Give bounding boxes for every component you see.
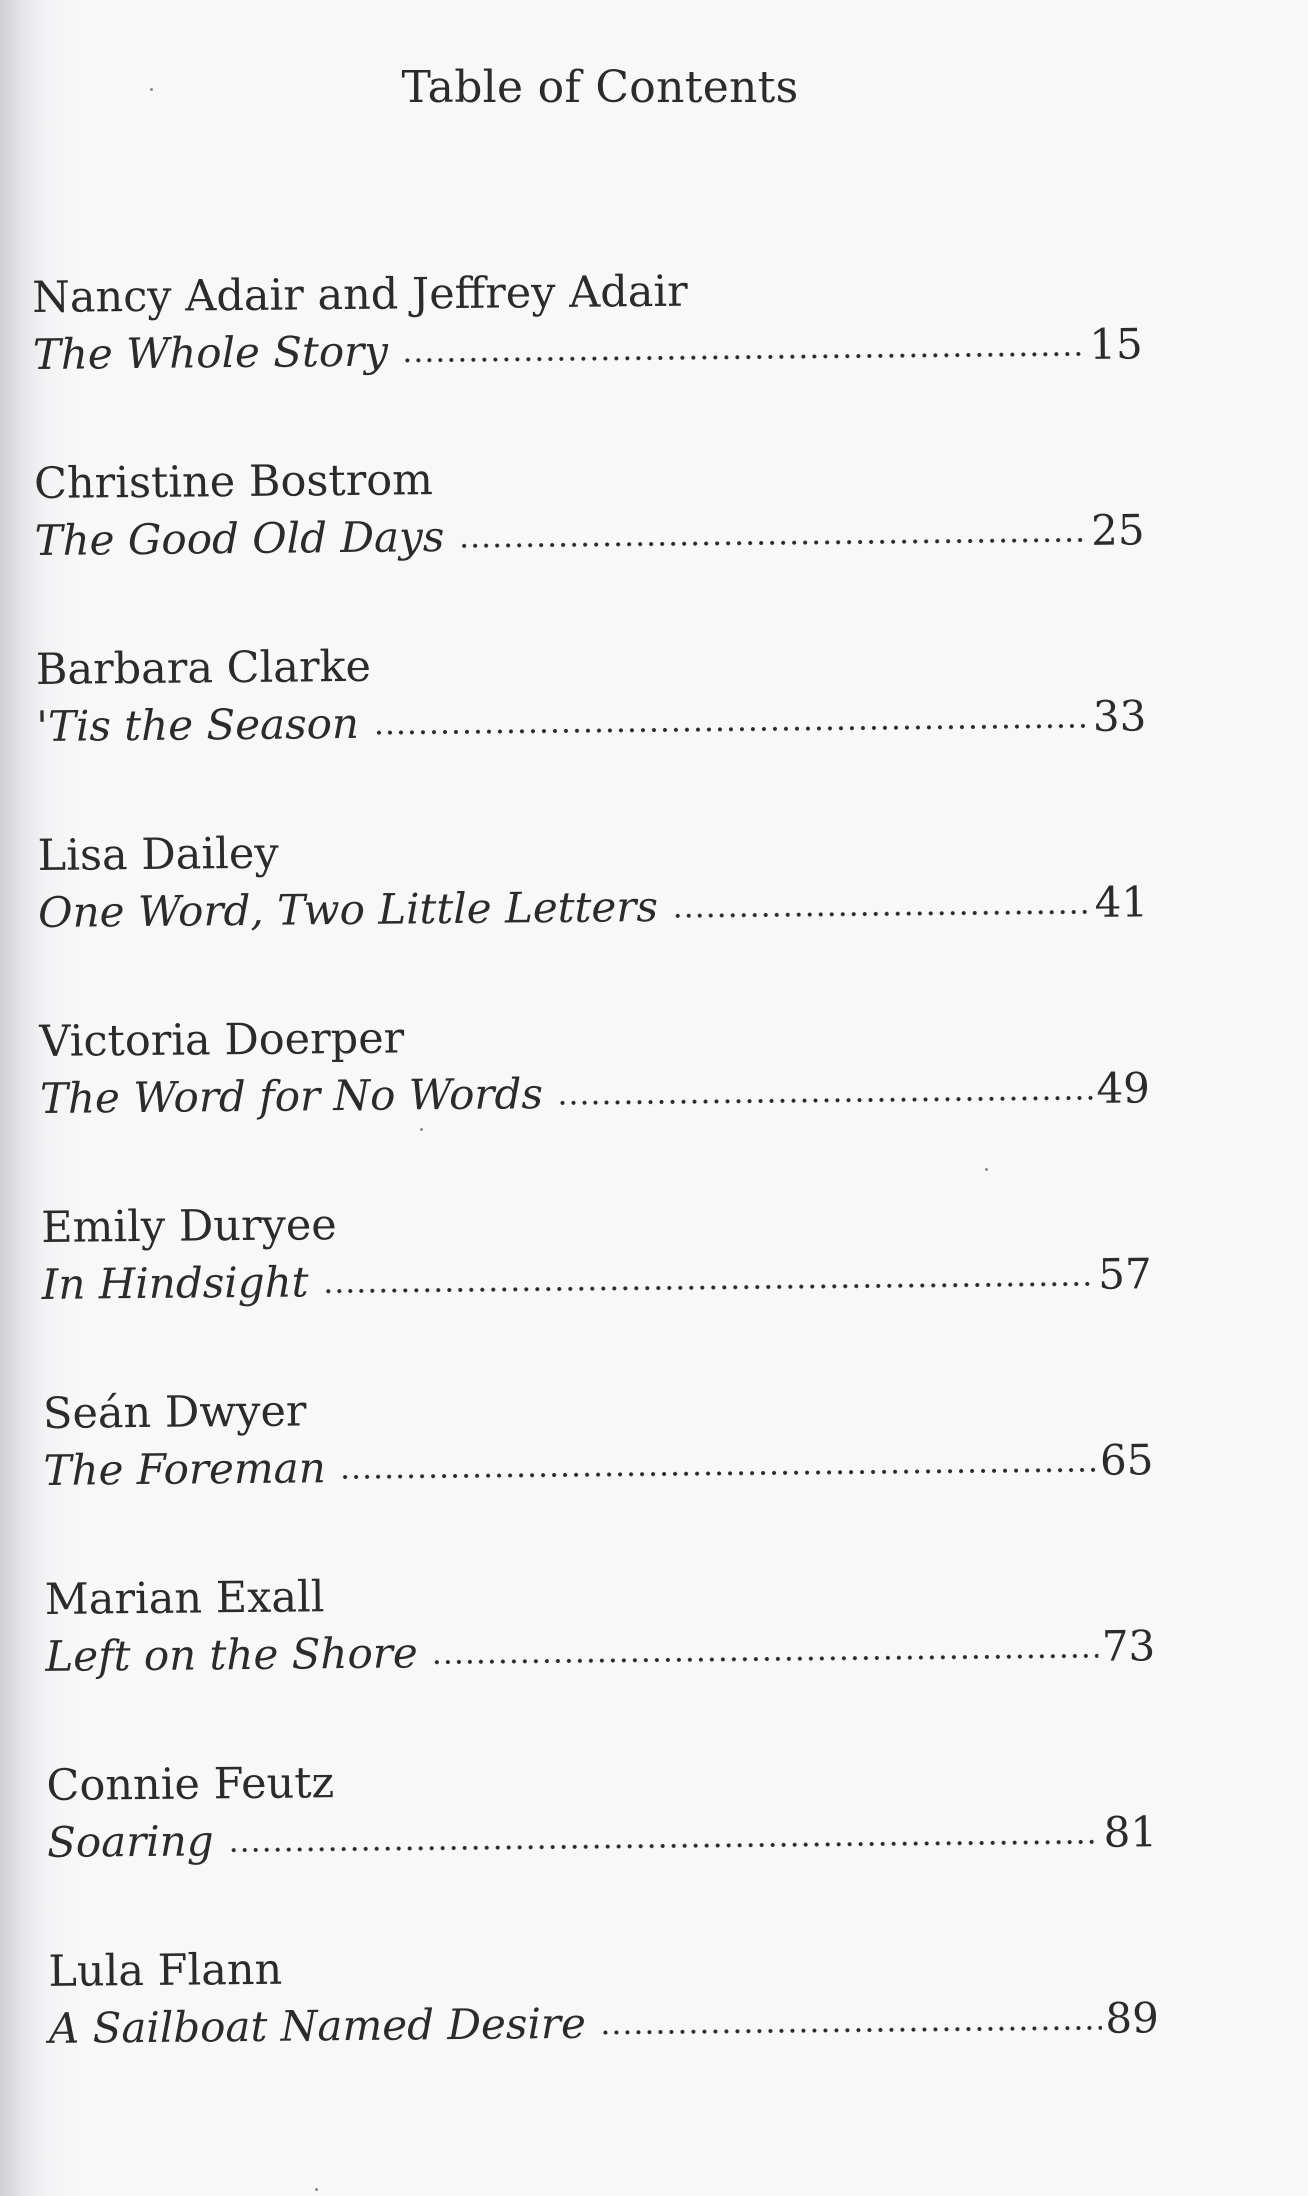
entry-author: Christine Bostrom [33,455,434,509]
entry-page-number: 81 [1103,1807,1158,1857]
entry-story-title: A Sailboat Named Desire [48,1998,587,2053]
toc-entry [37,817,1149,1014]
dot-leader [557,1093,1093,1108]
entry-author: Nancy Adair and Jeffrey Adair [32,266,688,323]
entry-page-number: 57 [1098,1249,1152,1299]
entry-story-title: The Word for No Words [39,1069,544,1123]
entry-author: Lula Flann [48,1944,283,1997]
entry-story-title: The Good Old Days [34,512,445,565]
entry-author: Marian Exall [44,1572,325,1625]
toc-entry [36,631,1148,828]
entry-story-title: In Hindsight [41,1257,309,1309]
entry-author: Connie Feutz [46,1758,335,1811]
dot-leader [373,721,1089,738]
entry-story-title: Left on the Shore [45,1628,418,1681]
dot-leader [340,1465,1096,1482]
entry-author: Barbara Clarke [35,641,372,695]
entry-page-number: 73 [1101,1621,1156,1671]
toc-list [32,259,1160,2130]
dot-leader [432,1651,1098,1667]
paper-speck [315,2188,318,2191]
entry-story-line [36,687,1147,756]
toc-entry [41,1189,1153,1386]
toc-entry [39,1003,1151,1200]
entry-story-title: The Foreman [43,1443,326,1495]
entry-author: Lisa Dailey [37,828,279,881]
toc-entry [46,1747,1158,1944]
entry-story-title: Soaring [46,1816,214,1867]
entry-story-line [33,315,1144,384]
entry-page-number: 33 [1092,691,1147,741]
entry-page-number: 41 [1094,877,1149,927]
toc-entry [43,1375,1155,1572]
dot-leader [600,2023,1102,2038]
entry-page-number: 89 [1105,1993,1160,2043]
toc-entry [44,1561,1156,1758]
toc-entry [48,1933,1160,2130]
entry-author: Seán Dwyer [42,1386,307,1439]
dot-leader [228,1837,1100,1855]
paper-speck [985,1168,988,1171]
entry-story-line [41,1245,1152,1314]
entry-page-number: 65 [1099,1435,1154,1485]
dot-leader [402,349,1085,366]
entry-story-line [43,1431,1154,1500]
entry-story-title: 'Tis the Season [36,698,360,751]
toc-entry [34,445,1146,642]
entry-page-number: 15 [1089,319,1143,369]
entry-story-line [47,1803,1158,1872]
entry-story-title: One Word, Two Little Letters [37,882,659,937]
entry-story-line [40,1059,1151,1128]
entry-page-number: 49 [1096,1063,1151,1113]
entry-story-line [49,1989,1160,2058]
entry-page-number: 25 [1090,505,1145,555]
entry-story-line [34,501,1145,570]
entry-story-line [38,873,1149,942]
entry-author: Victoria Doerper [39,1013,405,1067]
paper-speck [420,1128,423,1131]
paper-speck [150,88,153,91]
entry-story-line [45,1617,1156,1686]
dot-leader [323,1279,1095,1296]
toc-entry [32,259,1144,456]
dot-leader [672,907,1091,921]
page-title: Table of Contents [401,62,799,113]
entry-author: Emily Duryee [40,1200,337,1253]
dot-leader [458,535,1087,551]
entry-story-title: The Whole Story [32,326,389,379]
